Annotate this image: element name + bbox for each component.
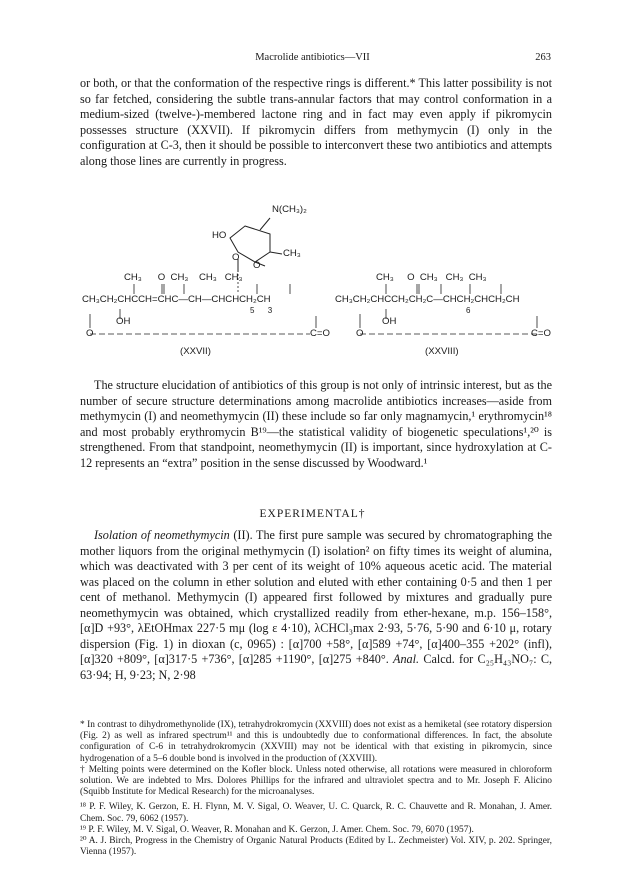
sugar-methyl-label: CH₃ — [283, 248, 301, 259]
left-chain: CH₃CH₂CHCCH=CHC—CH—CHCHCH₂CH — [82, 294, 271, 305]
paragraph-2-text: The structure elucidation of antibiotics of this group is not only of intrinsic interest, but as the number of secure structure determinations among macrolide antibiotics increases—aside from methymycin (I) and neomethymycin (II) these include so far only magnamycin,¹ erythromycin¹⁸ and most probably erythromycin B¹⁹—the statistical validity of biogenetic speculations¹,²⁰ is strengthened. From that standpoint, neomethymycin (II) is important, since hydroxylation at C-12 represents an “extra” position in the sense discussed by Woodward.¹ — [80, 378, 552, 470]
experimental-subtitle-suffix: (II). — [229, 528, 253, 542]
right-methyls: CH₃ O CH₃ CH₃ CH₃ — [376, 272, 487, 283]
chemical-structures — [60, 204, 560, 364]
footnote-dagger: † Melting points were determined on the Kofler block. Unless noted otherwise, all rotations were measured in chloroform solution. We are indebted to Mrs. Dolores Phillips for the infrared and ultraviolet spectra and to Mr. Joseph F. Alicino (Squibb Institute for Medical Research) for the microanalyses. — [80, 764, 552, 798]
analysis-calc: Calcd. for C₂₅H₄₃NO₇: C, 63·94; H, 9·23; N, 2·98 — [80, 652, 553, 682]
experimental-body: The first pure sample was secured by chromatographing the mother liquors from the original methymycin (I) isolation² on fifty times its weight of alumina, which was deactivated with 3 per cent of its weight of 10% aqueous acetic acid. The material was placed on the column in ether solution and eluted with ether containing 0·5 and then 1 per cent of methanol. Methymycin (I) appeared first followed by mixtures and gradually pure neomethymycin was obtained, which crystallized readily from ether-hexane, m.p. 156–158°, [α]D +93°, λEtOHmax 227·5 mμ (log ε 4·10), λCHCl₃max 2·93, 5·76, 5·90 and 6·10 μ, rotary dispersion (Fig. 1) in dioxan (c, 0965) : [α]700 +58°, [α]589 +74°, [α]400–355 +202° (infl), [α]320 +809°, [α]317·5 +736°, [α]285 +1190°, [α]275 +840°. — [80, 528, 553, 666]
structure-label-xxviii: (XXVIII) — [425, 346, 459, 357]
left-carbonyl: C=O — [310, 328, 330, 339]
reference-18: ¹⁸ P. F. Wiley, K. Gerzon, E. H. Flynn, M. V. Sigal, O. Weaver, U. C. Quarck, R. C. Chauvette and R. Monahan, J. Amer. Chem. Soc. 79, 6062 (1957). — [80, 802, 552, 824]
right-carbon-number: 6 — [466, 306, 471, 315]
experimental-text — [80, 528, 552, 683]
left-oh: OH — [116, 316, 131, 327]
right-o: O — [356, 328, 364, 339]
sugar-ring-o-label: O — [253, 260, 261, 271]
sugar-amine-label: N(CH₃)₂ — [272, 204, 307, 215]
reference-19: ¹⁹ P. F. Wiley, M. V. Sigal, O. Weaver, R. Monahan and K. Gerzon, J. Amer. Chem. Soc. 79, 6070 (1957). — [80, 824, 474, 835]
right-carbonyl: C=O — [531, 328, 551, 339]
structure-label-xxvii: (XXVII) — [180, 346, 211, 357]
right-chain: CH₃CH₂CHCCH₂CH₂C—CHCH₂CHCH₂CH — [335, 294, 520, 305]
left-carbon-numbers: 5 3 — [250, 306, 273, 315]
page-number: 263 — [535, 52, 551, 63]
footnotes — [80, 720, 552, 858]
sugar-ho-label: HO — [212, 230, 227, 241]
right-oh: OH — [382, 316, 397, 327]
left-o: O — [86, 328, 94, 339]
running-title: Macrolide antibiotics—VII — [255, 52, 370, 63]
paragraph-1 — [80, 76, 552, 169]
structure-bonds — [60, 204, 560, 364]
analysis-label: Anal. — [393, 652, 420, 666]
experimental-subtitle: Isolation of neomethymycin — [94, 528, 230, 542]
sugar-link-o-label: O — [232, 252, 240, 263]
experimental-heading: EXPERIMENTAL† — [259, 508, 366, 520]
reference-20: ²⁰ A. J. Birch, Progress in the Chemistry of Organic Natural Products (Edited by L. Zechmeister) Vol. XIV, p. 202. Springer, Vienna (1957). — [80, 836, 552, 858]
paragraph-1-text: or both, or that the conformation of the respective rings is different.* This latter possibility is not so far fetched, considering the subtle trans-annular factors that may control conformation in a medium-sized (twelve-)-membered lactone ring and in fact may even apply if pikromycin possesses structure (XXVII). If pikromycin differs from methymycin (I) only in the configuration at C-3, then it should be possible to interconvert these two antibiotics and attempts along those lines are currently in progress. — [80, 76, 552, 168]
footnote-star: * In contrast to dihydromethynolide (IX), tetrahydrokromycin (XXVIII) does not exist as a hemiketal (see rotatory dispersion (Fig. 2) as well as infrared spectrum¹¹ and this is undoubtedly due to conformational differences. In fact, the absolute configuration of C-6 in tetrahydrokromycin (XXVIII) may not be identical with that existing in pikromycin, since hydrogenation of a 5–6 double bond is involved in the production of (XXVIII). — [80, 720, 552, 764]
experimental-paragraph — [80, 528, 552, 683]
paragraph-2 — [80, 378, 552, 471]
left-methyls: CH₃ O CH₃ CH₃ CH₃ — [124, 272, 243, 283]
